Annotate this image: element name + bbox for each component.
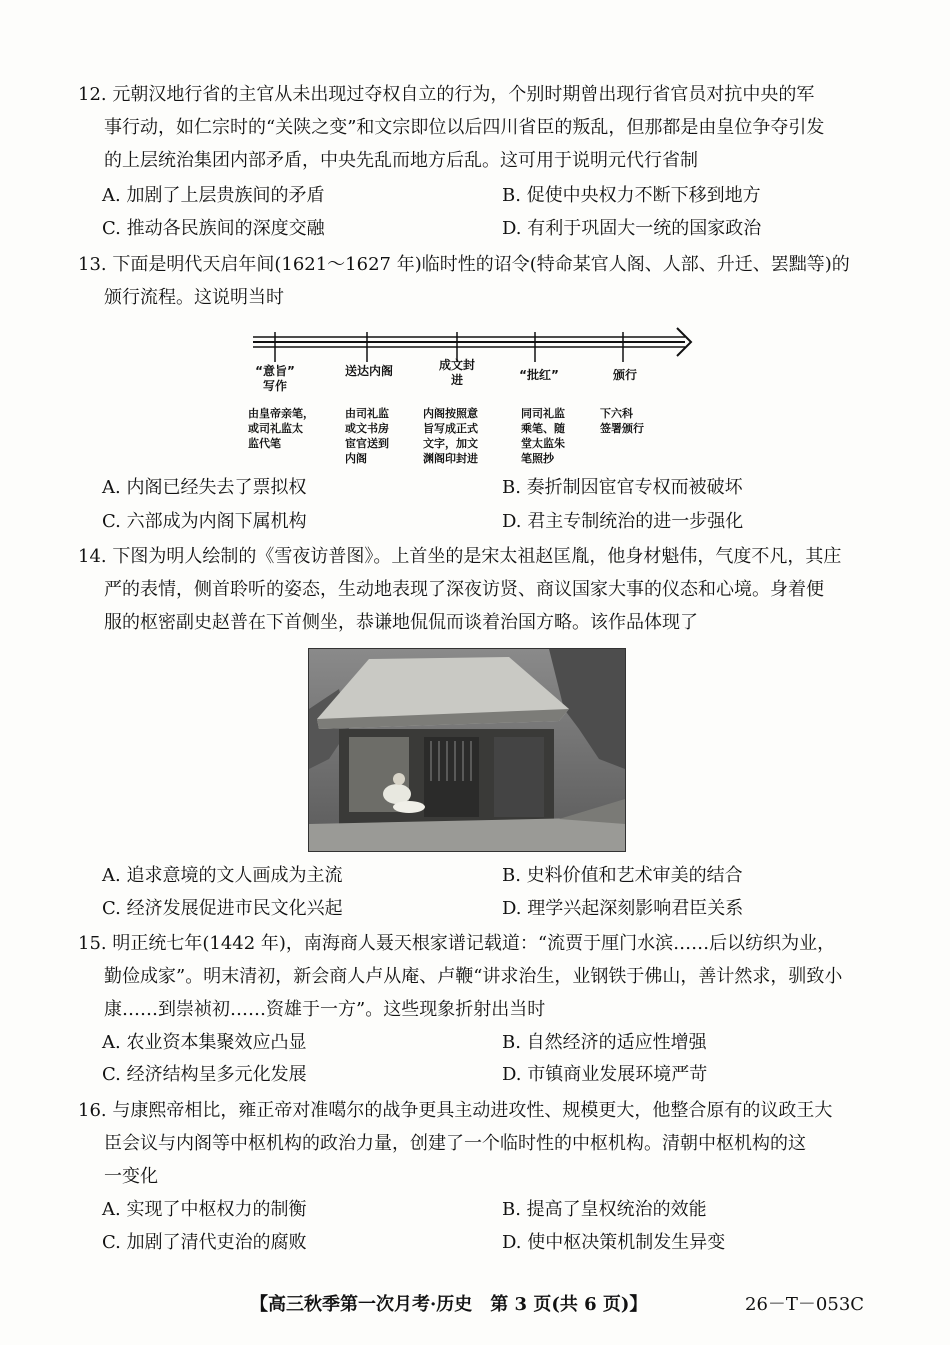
q14-option-a[interactable]: A. 追求意境的文人画成为主流 (102, 865, 343, 886)
q15-option-c[interactable]: C. 经济结构呈多元化发展 (102, 1064, 307, 1085)
timeline-step-1-title: “意旨” 写作 (255, 364, 295, 393)
q16-line-1: 16. 与康熙帝相比，雍正帝对准噶尔的战争更具主动进攻性、规模更大，他整合原有的议政王大 (78, 1100, 833, 1121)
q12-option-a[interactable]: A. 加剧了上层贵族间的矛盾 (102, 185, 325, 206)
timeline-step-3-desc: 内阁按照意 旨写成正式 文字，加文 渊阁印封进 (423, 407, 478, 465)
q13-line-1: 13. 下面是明代天启年间(1621～1627 年)临时性的诏令(特命某官人阁、人部、升迁、罢黜等)的 (78, 254, 850, 275)
q16-option-a[interactable]: A. 实现了中枢权力的制衡 (102, 1199, 307, 1220)
q15-line-1: 15. 明正统七年(1442 年)，南海商人聂天根家谱记载道：“流贾于厘门水滨……后以纺织为业， (78, 933, 836, 954)
timeline-step-5-desc: 下六科 签署颁行 (600, 407, 644, 435)
q16-option-c[interactable]: C. 加剧了清代吏治的腐败 (102, 1232, 307, 1253)
timeline-step-1-desc: 由皇帝亲笔， 或司礼监太 监代笔 (248, 407, 314, 450)
q15-option-b[interactable]: B. 自然经济的适应性增强 (502, 1032, 707, 1053)
q14-option-d[interactable]: D. 理学兴起深刻影响君臣关系 (502, 898, 744, 919)
timeline-step-3-title: 成文封 进 (438, 358, 475, 387)
q14-line-3: 服的枢密副史赵普在下首侧坐，恭谦地侃侃而谈着治国方略。该作品体现了 (104, 612, 698, 633)
q13-option-d[interactable]: D. 君主专制统治的进一步强化 (502, 511, 744, 532)
q12-line-1: 12. 元朝汉地行省的主官从未出现过夺权自立的行为，个别时期曾出现行省官员对抗中央的军 (78, 84, 815, 105)
q16-option-d[interactable]: D. 使中枢决策机制发生异变 (502, 1232, 726, 1253)
timeline-step-2-desc: 由司礼监 或文书房 宦官送到 内阁 (345, 407, 389, 465)
timeline-step-2-title: 送达内阁 (344, 364, 393, 378)
timeline-arrow (245, 322, 705, 362)
snow-night-visit-painting (308, 648, 626, 852)
timeline-step-4-title: “批红” (519, 368, 559, 382)
q15-option-d[interactable]: D. 市镇商业发展环境严苛 (502, 1064, 708, 1085)
q12-line-3: 的上层统治集团内部矛盾，中央先乱而地方后乱。这可用于说明元代行省制 (104, 150, 698, 171)
q16-line-3: 一变化 (104, 1166, 158, 1187)
q16-option-b[interactable]: B. 提高了皇权统治的效能 (502, 1199, 707, 1220)
q14-option-c[interactable]: C. 经济发展促进市民文化兴起 (102, 898, 343, 919)
q15-option-a[interactable]: A. 农业资本集聚效应凸显 (102, 1032, 307, 1053)
edict-flow-timeline (245, 322, 705, 472)
q16-line-2: 臣会议与内阁等中枢机构的政治力量，创建了一个临时性的中枢机构。清朝中枢机构的这 (104, 1133, 806, 1154)
q13-option-b[interactable]: B. 奏折制因宦官专权而被破坏 (502, 477, 743, 498)
footer-title: 【高三秋季第一次月考·历史 第 3 页(共 6 页)】 (250, 1294, 648, 1315)
q15-line-3: 康……到崇祯初……资雄于一方”。这些现象折射出当时 (104, 999, 546, 1020)
q12-line-2: 事行动，如仁宗时的“关陕之变”和文宗即位以后四川省臣的叛乱，但那都是由皇位争夺引发 (104, 117, 825, 138)
q14-line-2: 严的表情，侧首聆听的姿态，生动地表现了深夜访贤、商议国家大事的仪态和心境。身着便 (104, 579, 824, 600)
q15-line-2: 勤俭成家”。明末清初，新会商人卢从庵、卢鞭“讲求治生，业钢铁于佛山，善计然求，驯致小 (104, 966, 843, 987)
q13-option-c[interactable]: C. 六部成为内阁下属机构 (102, 511, 307, 532)
painting-illustration (309, 649, 625, 851)
timeline-step-4-desc: 同司礼监 乘笔、随 堂太监朱 笔照抄 (521, 407, 565, 465)
q13-option-a[interactable]: A. 内阁已经失去了票拟权 (102, 477, 307, 498)
q14-line-1: 14. 下图为明人绘制的《雪夜访普图》。上首坐的是宋太祖赵匡胤，他身材魁伟，气度不凡，其庄 (78, 546, 842, 567)
q13-line-2: 颁行流程。这说明当时 (104, 287, 284, 308)
timeline-step-5-title: 颁行 (612, 368, 637, 382)
q14-option-b[interactable]: B. 史料价值和艺术审美的结合 (502, 865, 743, 886)
footer-code: 26－T－053C (745, 1294, 865, 1315)
q12-option-b[interactable]: B. 促使中央权力不断下移到地方 (502, 185, 761, 206)
q12-option-d[interactable]: D. 有利于巩固大一统的国家政治 (502, 218, 762, 239)
q12-option-c[interactable]: C. 推动各民族间的深度交融 (102, 218, 325, 239)
